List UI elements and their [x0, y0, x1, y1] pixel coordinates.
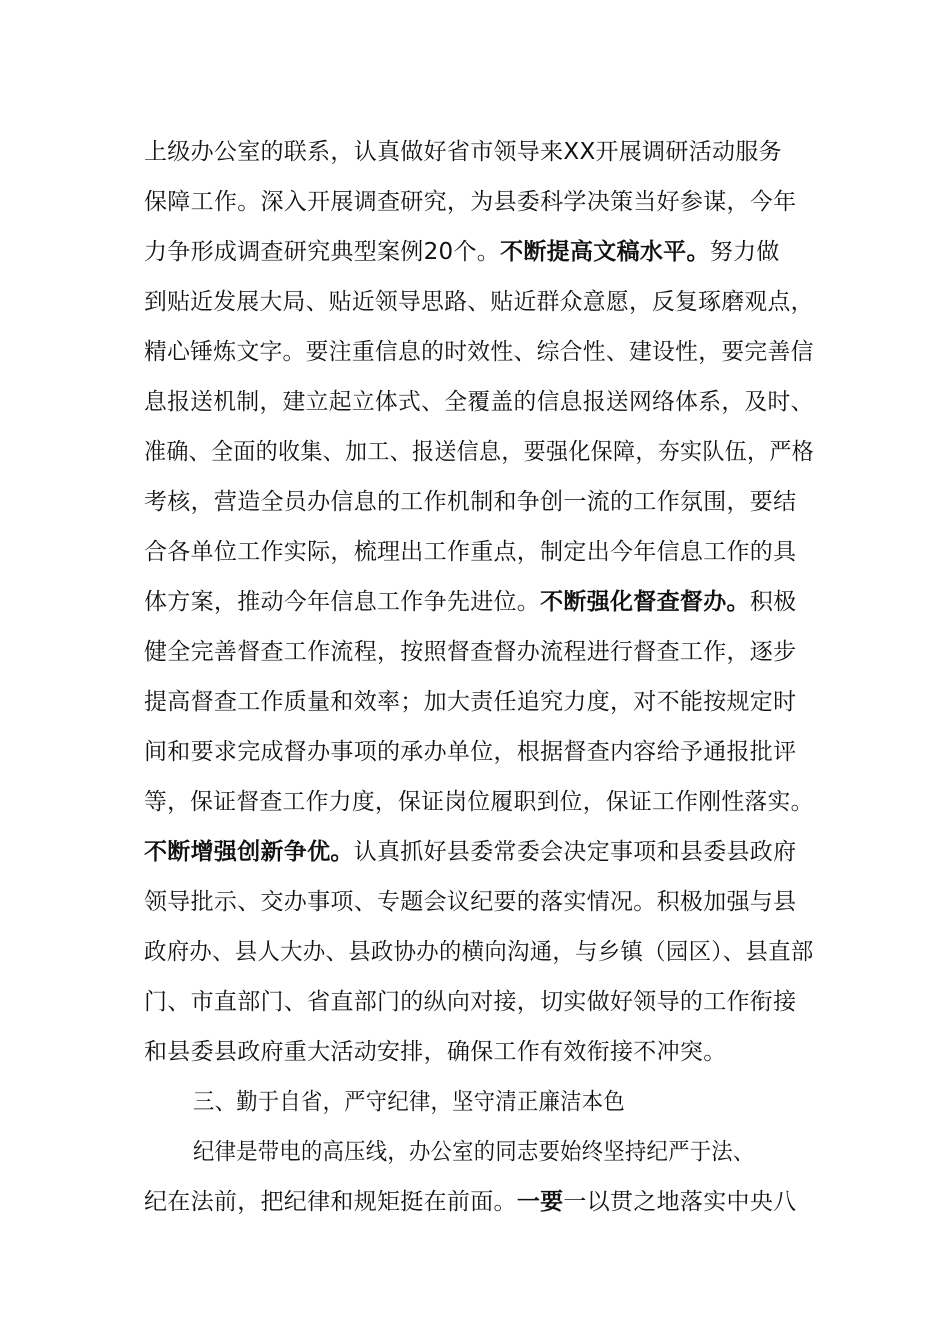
- section-heading: [193, 1087, 814, 1117]
- bold-heading-run: 不断增强创新争优。: [144, 839, 354, 865]
- bold-heading-run: 不断提高文稿水平。: [500, 239, 710, 265]
- text-run: 政府办、县人大办、县政协办的横向沟通，与乡镇（园区）、县直部: [144, 939, 814, 965]
- text-run: 健全完善督查工作流程，按照督查督办流程进行督查工作，逐步: [144, 639, 797, 665]
- text-line-15: [144, 837, 814, 867]
- text-run: 三、勤于自省，严守纪律，坚守清正廉洁本色: [193, 1089, 625, 1115]
- text-run: 和县委县政府重大活动安排，确保工作有效衔接不冲突。: [144, 1039, 727, 1065]
- text-line-4: [144, 287, 814, 317]
- text-run: 认真抓好县委常委会决定事项和县委县政府: [353, 839, 797, 865]
- text-run: 息报送机制，建立起立体式、全覆盖的信息报送网络体系，及时、: [144, 389, 814, 415]
- text-run: 积极: [749, 589, 797, 615]
- text-line-17: [144, 937, 814, 967]
- text-run: 上级办公室的联系，认真做好省市领导来XX开展调研活动服务: [144, 139, 782, 165]
- text-line-9: [144, 537, 814, 567]
- text-line-18: [144, 987, 814, 1017]
- text-line-10: [144, 587, 814, 617]
- text-run: 一以贯之地落实中央八: [563, 1189, 797, 1215]
- text-line-1: [144, 137, 814, 167]
- text-run: 力争形成调查研究典型案例20个。: [144, 239, 501, 265]
- text-run: 间和要求完成督办事项的承办单位，根据督查内容给予通报批评: [144, 739, 797, 765]
- text-run: 提高督查工作质量和效率；加大责任追究力度，对不能按规定时: [144, 689, 797, 715]
- bold-heading-run: 一要: [516, 1189, 564, 1215]
- text-line-6: [144, 387, 814, 417]
- text-run: 准确、全面的收集、加工、报送信息，要强化保障，夯实队伍，严格: [144, 439, 814, 465]
- text-run: 门、市直部门、省直部门的纵向对接，切实做好领导的工作衔接: [144, 989, 797, 1015]
- text-run: 考核，营造全员办信息的工作机制和争创一流的工作氛围，要结: [144, 489, 797, 515]
- text-line-19: [144, 1037, 814, 1067]
- text-line-7: [144, 437, 814, 467]
- text-line-13: [144, 737, 814, 767]
- text-line-5: [144, 337, 814, 367]
- text-line-2: [144, 187, 814, 217]
- text-run: 努力做: [709, 239, 780, 265]
- text-run: 纪在法前，把纪律和规矩挺在前面。: [144, 1189, 517, 1215]
- text-line-22: [144, 1187, 814, 1217]
- text-run: 精心锤炼文字。要注重信息的时效性、综合性、建设性，要完善信: [144, 339, 814, 365]
- text-run: 合各单位工作实际，梳理出工作重点，制定出今年信息工作的具: [144, 539, 797, 565]
- text-run: 体方案，推动今年信息工作争先进位。: [144, 589, 541, 615]
- text-line-11: [144, 637, 814, 667]
- text-run: 等，保证督查工作力度，保证岗位履职到位，保证工作刚性落实。: [144, 789, 814, 815]
- text-line-3: [144, 237, 814, 267]
- text-run: 保障工作。深入开展调查研究，为县委科学决策当好参谋，今年: [144, 189, 797, 215]
- text-run: 领导批示、交办事项、专题会议纪要的落实情况。积极加强与县: [144, 889, 797, 915]
- text-line-12: [144, 687, 814, 717]
- text-run: 纪律是带电的高压线，办公室的同志要始终坚持纪严于法、: [193, 1139, 755, 1165]
- text-line-8: [144, 487, 814, 517]
- text-run: 到贴近发展大局、贴近领导思路、贴近群众意愿，反复琢磨观点，: [144, 289, 814, 315]
- bold-heading-run: 不断强化督查督办。: [540, 589, 750, 615]
- text-line-21: [193, 1137, 814, 1167]
- text-line-14: [144, 787, 814, 817]
- text-line-16: [144, 887, 814, 917]
